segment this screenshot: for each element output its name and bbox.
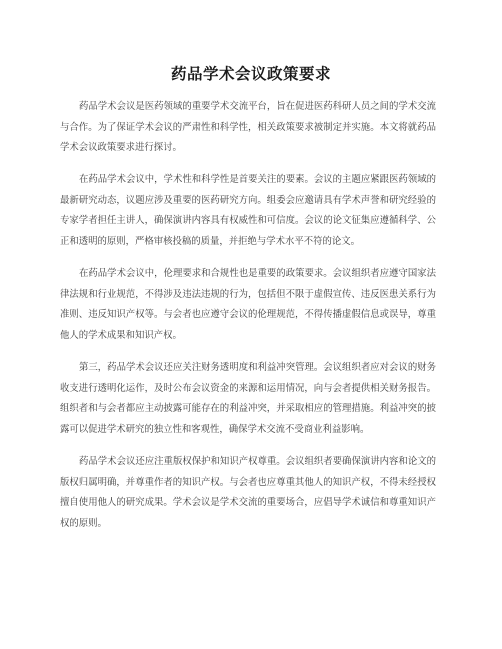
paragraph-copyright: 药品学术会议还应注重版权保护和知识产权尊重。会议组织者要确保演讲内容和论文的版权归属明确，并尊重作者的知识产权。与会者也应尊重其他人的知识产权，不得未经授权擅自使用他人的研究成果。学术会议是学术交流的重要场合，应倡导学术诚信和尊重知识产权的原则。 [60, 455, 436, 529]
paragraph-intro: 药品学术会议是医药领域的重要学术交流平台，旨在促进医药科研人员之间的学术交流与合作。为了保证学术会议的严肃性和科学性，相关政策要求被制定并实施。本文将就药品学术会议政策要求进行探讨。 [60, 101, 436, 154]
paragraph-ethics: 在药品学术会议中，伦理要求和合规性也是重要的政策要求。会议组织者应遵守国家法律法规和行业规范，不得涉及违法违规的行为，包括但不限于虚假宣传、违反医患关系行为准则、违反知识产权等。与会者也应遵守会议的伦理规范，不得传播虚假信息或误导，尊重他人的学术成果和知识产权。 [60, 268, 436, 341]
paragraph-finance: 第三，药品学术会议还应关注财务透明度和利益冲突管理。会议组织者应对会议的财务收支进行透明化运作，及时公布会议资金的来源和运用情况，向与会者提供相关财务报告。组织者和与会者都应主动披露可能存在的利益冲突，并采取相应的管理措施。利益冲突的披露可以促进学术研究的独立性和客观性，确保学术交流不受商业利益影响。 [60, 362, 436, 435]
paragraph-academic: 在药品学术会议中，学术性和科学性是首要关注的要素。会议的主题应紧跟医药领域的最新研究动态，议题应涉及重要的医药研究方向。组委会应邀请具有学术声誉和研究经验的专家学者担任主讲人，确保演讲内容具有权威性和可信度。会议的论文征集应遵循科学、公正和透明的原则，严格审核投稿的质量，并拒绝与学术水平不符的论文。 [60, 174, 436, 248]
document-title: 药品学术会议政策要求 [170, 65, 331, 83]
document-body [60, 97, 436, 546]
